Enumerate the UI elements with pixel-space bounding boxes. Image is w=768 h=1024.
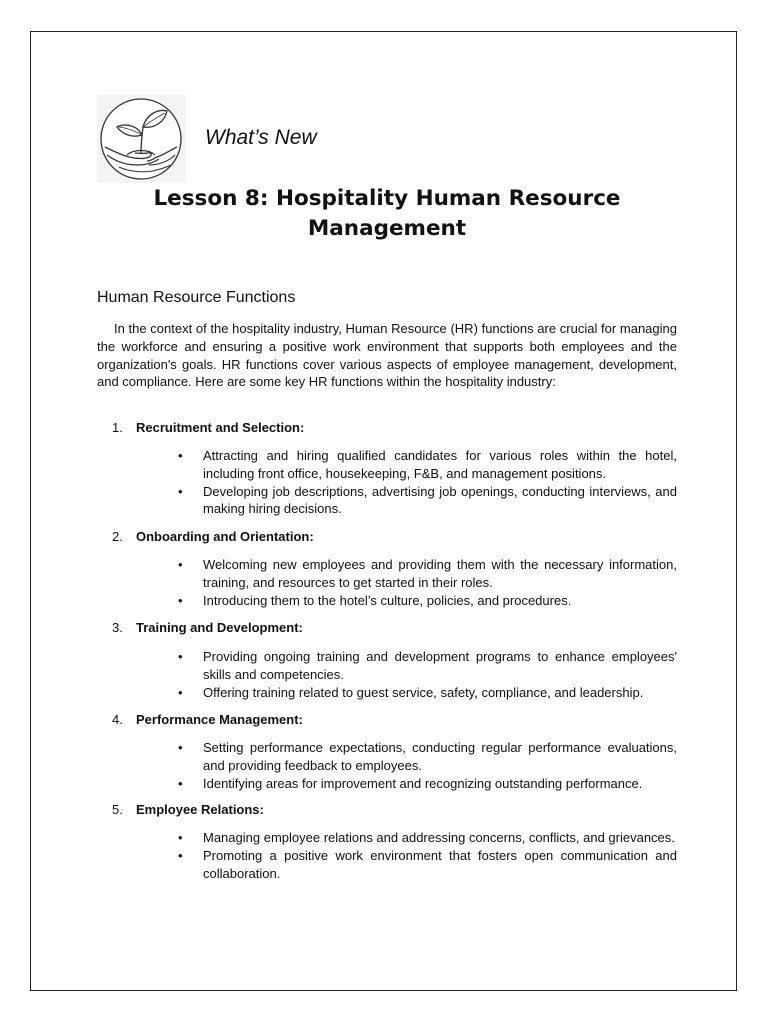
bullet-item: • Identifying areas for improvement and recognizing outstanding performance. bbox=[178, 775, 643, 791]
bullet-item: • Promoting a positive work environment that fosters open communication and collaboration. bbox=[178, 847, 677, 881]
bullet-list bbox=[178, 648, 677, 701]
bullet-item: • Welcoming new employees and providing them with the necessary information, training, and resources to get started in their roles. bbox=[178, 557, 677, 590]
bullet-icon: • bbox=[178, 448, 183, 463]
list-item-title bbox=[112, 528, 314, 546]
bullet-icon: • bbox=[178, 740, 183, 755]
list-item-title bbox=[112, 801, 264, 819]
bullet-item: • Setting performance expectations, conducting regular performance evaluations, and providing feedback to employees. bbox=[178, 740, 677, 773]
bullet-item: • Developing job descriptions, advertising job openings, conducting interviews, and making hiring decisions. bbox=[178, 483, 677, 517]
list-label: Performance Management: bbox=[136, 712, 303, 727]
bullet-icon: • bbox=[178, 775, 183, 791]
list-label: Recruitment and Selection: bbox=[136, 420, 305, 435]
list-item-title bbox=[112, 711, 303, 729]
list-number: 3. bbox=[112, 620, 123, 635]
bullet-item: • Managing employee relations and addressing concerns, conflicts, and grievances. bbox=[178, 830, 675, 845]
list-number: 2. bbox=[112, 529, 123, 544]
list-number: 5. bbox=[112, 802, 123, 817]
intro-paragraph: In the context of the hospitality industry, Human Resource (HR) functions are crucial for managing the workforce and ensuring a positive work environment that supports both employees and the organization's goals. HR functions cover various aspects of employee management, development, and compliance. Here are some key HR functions within the hospitality industry: bbox=[97, 321, 677, 390]
bullet-icon: • bbox=[178, 649, 183, 664]
bullet-icon: • bbox=[178, 830, 183, 845]
bullet-list bbox=[178, 829, 677, 882]
bullet-list bbox=[178, 556, 677, 609]
bullet-item: • Offering training related to guest service, safety, compliance, and leadership. bbox=[178, 684, 644, 700]
bullet-icon: • bbox=[178, 684, 183, 700]
whats-new-heading: What’s New bbox=[205, 126, 317, 149]
list-item-title bbox=[112, 419, 304, 437]
bullet-icon: • bbox=[178, 483, 183, 499]
lesson-title: Lesson 8: Hospitality Human Resource Management bbox=[153, 186, 621, 241]
bullet-icon: • bbox=[178, 847, 183, 863]
bullet-icon: • bbox=[178, 557, 183, 572]
hands-holding-seedling-icon bbox=[97, 95, 185, 183]
list-number: 1. bbox=[112, 420, 123, 435]
bullet-icon: • bbox=[178, 592, 183, 608]
section-title: Human Resource Functions bbox=[97, 289, 296, 306]
bullet-item: • Attracting and hiring qualified candidates for various roles within the hotel, including front office, housekeeping, F&B, and management positions. bbox=[178, 448, 677, 481]
list-label: Employee Relations: bbox=[136, 802, 264, 817]
bullet-item: • Providing ongoing training and development programs to enhance employees' skills and competencies. bbox=[178, 649, 677, 682]
bullet-item: • Introducing them to the hotel’s culture, policies, and procedures. bbox=[178, 592, 572, 608]
bullet-list bbox=[178, 447, 677, 518]
bullet-list bbox=[178, 739, 677, 792]
list-number: 4. bbox=[112, 712, 123, 727]
list-label: Onboarding and Orientation: bbox=[136, 529, 314, 544]
list-item-title bbox=[112, 619, 303, 637]
list-label: Training and Development: bbox=[136, 620, 303, 635]
